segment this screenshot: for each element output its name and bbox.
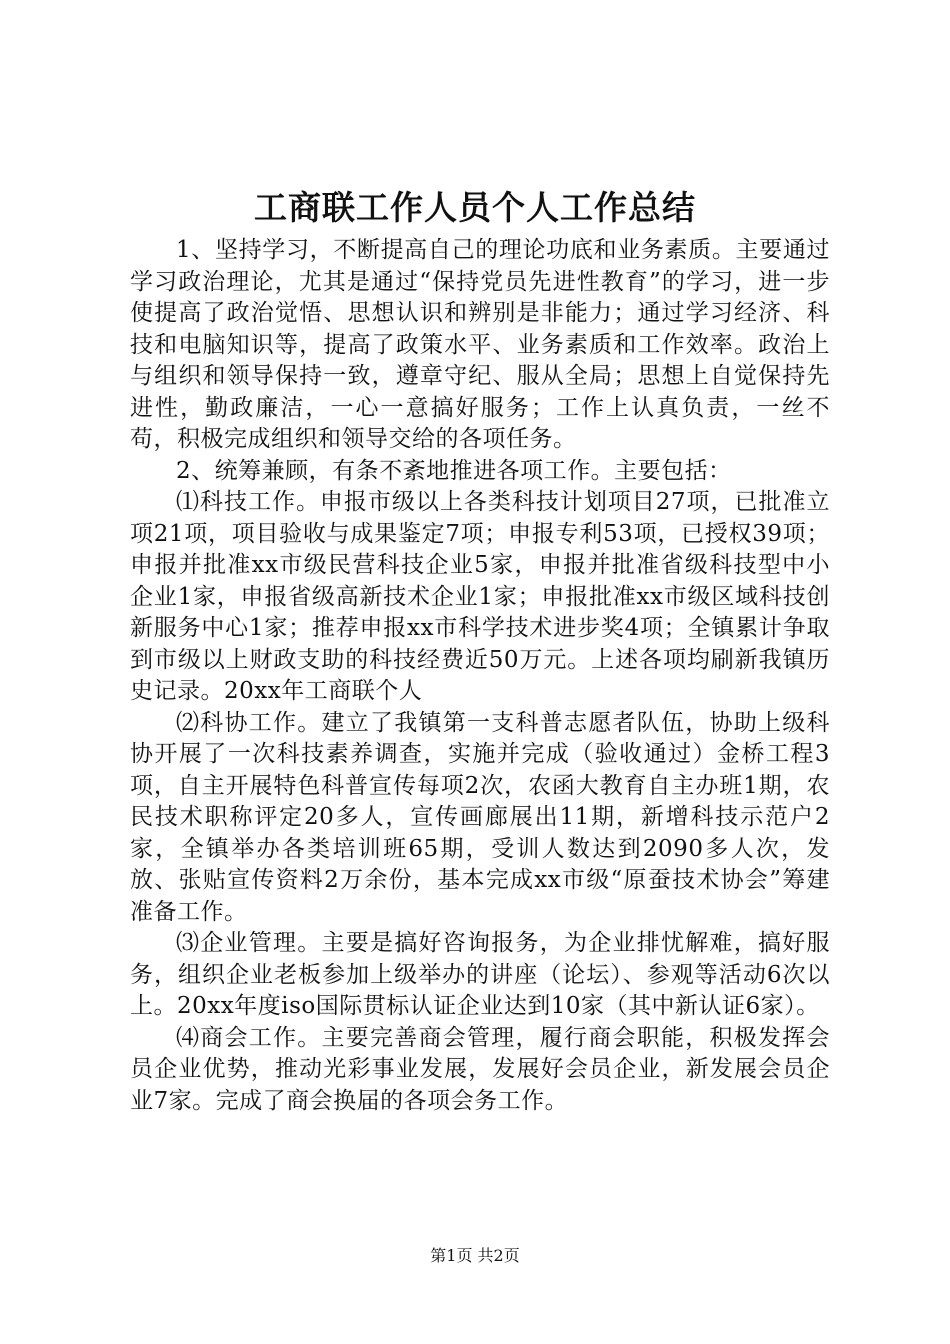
paragraph-enterprise-management: ⑶企业管理。主要是搞好咨询报务，为企业排忧解难，搞好服务，组织企业老板参加上级举办的讲座（论坛）、参观等活动6次以上。20xx年度iso国际贯标认证企业达到10家（其中新认证6家）。 [130, 930, 830, 1019]
page-footer: 第1页 共2页 [430, 1246, 520, 1265]
document-title: 工商联工作人员个人工作总结 [254, 188, 696, 227]
paragraph-tech-work: ⑴科技工作。申报市级以上各类科技计划项目27项，已批准立项21项，项目验收与成果鉴定7项；申报专利53项，已授权39项；申报并批准xx市级民营科技企业5家，申报并批准省级科技型中小企业1家，申报省级高新技术企业1家；申报批准xx市级区域科技创新服务中心1家；推荐申报xx市科学技术进步奖4项；全镇累计争取到市级以上财政支助的科技经费近50万元。上述各项均刷新我镇历史记录。20xx年工商联个人 [130, 489, 830, 704]
paragraph-chamber-work: ⑷商会工作。主要完善商会管理，履行商会职能，积极发挥会员企业优势，推动光彩事业发展，发展好会员企业，新发展会员企业7家。完成了商会换届的各项会务工作。 [130, 1024, 830, 1114]
document-body [130, 235, 830, 1117]
paragraph-study: 1、坚持学习，不断提高自己的理论功底和业务素质。主要通过学习政治理论，尤其是通过“保持党员先进性教育”的学习，进一步使提高了政治觉悟、思想认识和辨别是非能力；通过学习经济、科技和电脑知识等，提高了政策水平、业务素质和工作效率。政治上与组织和领导保持一致，遵章守纪、服从全局；思想上自觉保持先进性，勤政廉洁，一心一意搞好服务；工作上认真负责，一丝不苟，积极完成组织和领导交给的各项任务。 [130, 237, 830, 452]
paragraph-association-work: ⑵科协工作。建立了我镇第一支科普志愿者队伍，协助上级科协开展了一次科技素养调查，实施并完成（验收通过）金桥工程3项，自主开展特色科普宣传每项2次，农函大教育自主办班1期，农民技术职称评定20多人，宣传画廊展出11期，新增科技示范户2家，全镇举办各类培训班65期，受训人数达到2090多人次，发放、张贴宣传资料2万余份，基本完成xx市级“原蚕技术协会”筹建准备工作。 [130, 709, 830, 925]
paragraph-overview: 2、统筹兼顾，有条不紊地推进各项工作。主要包括： [176, 457, 732, 484]
